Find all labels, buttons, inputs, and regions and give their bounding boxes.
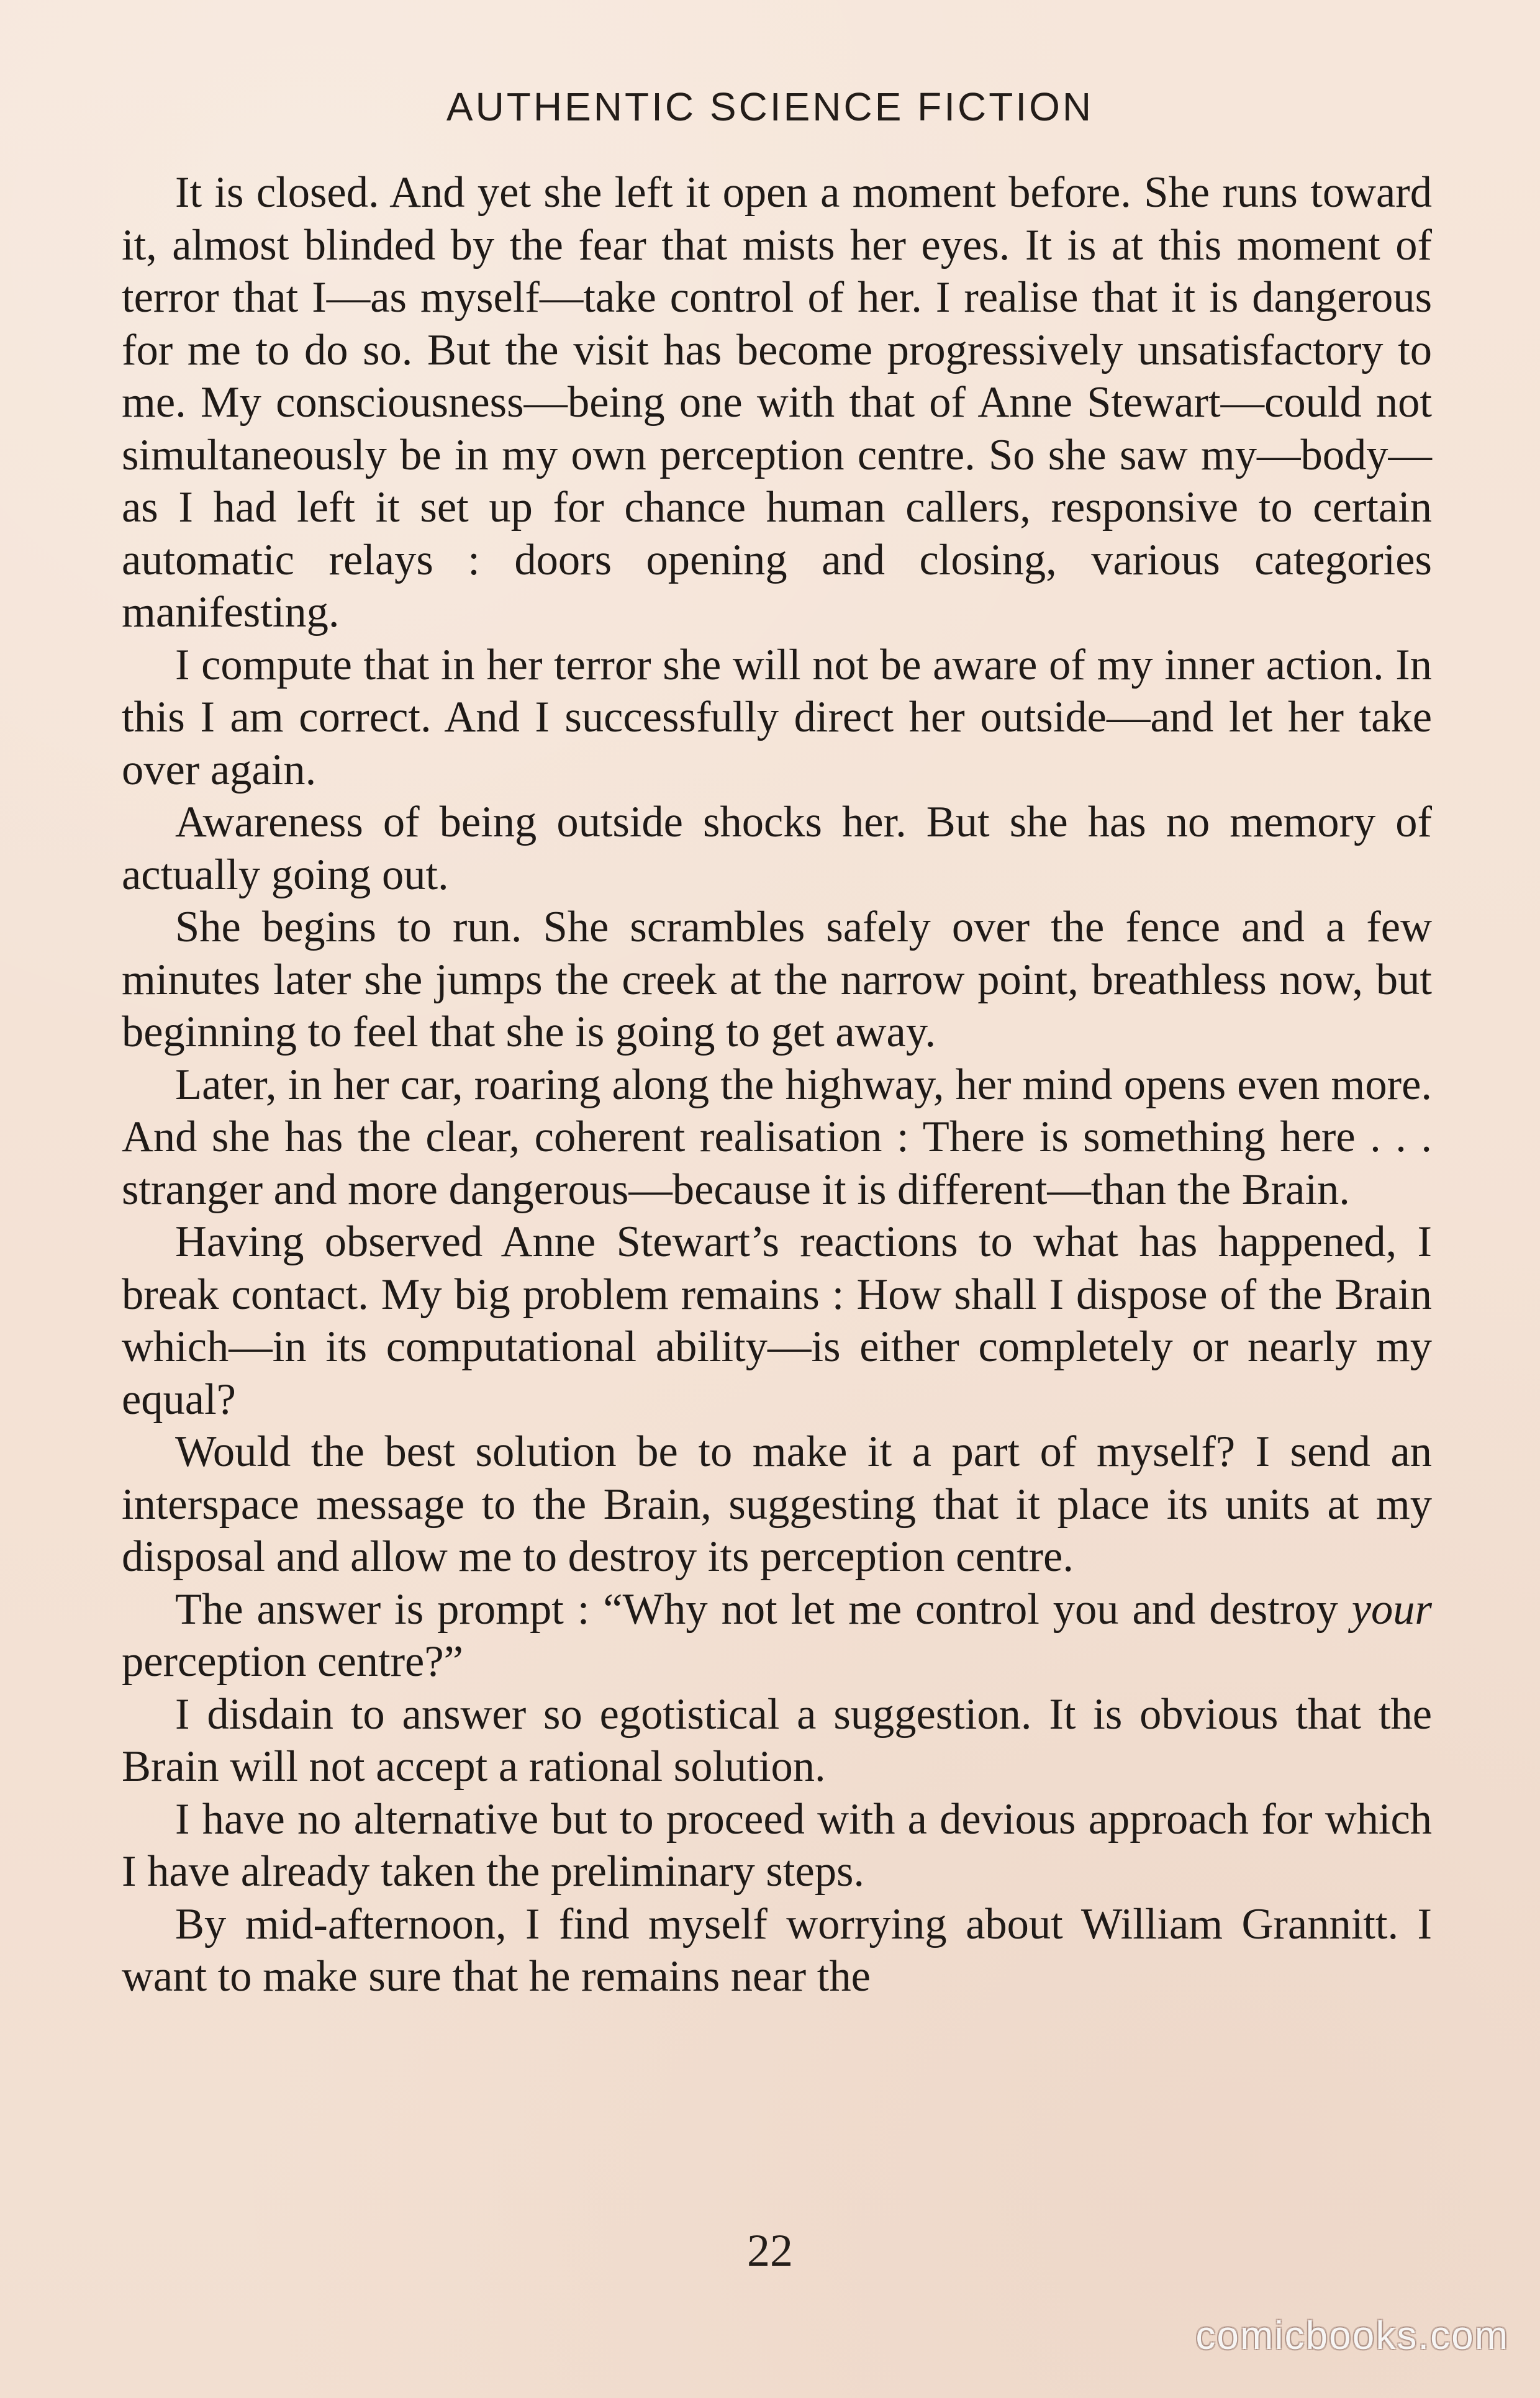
paragraph-10: [122, 1793, 1432, 1898]
paragraph-9: [122, 1688, 1432, 1793]
paragraph-1: [122, 166, 1432, 639]
paragraph-8-text-start: The answer is prompt : “Why not let me control you and destroy: [175, 1585, 1352, 1634]
paragraph-6: [122, 1216, 1432, 1426]
paragraph-7: [122, 1426, 1432, 1583]
page-number: 22: [747, 2225, 793, 2276]
paragraph-8: [122, 1583, 1432, 1688]
paragraph-9-text: I disdain to answer so egotistical a suggestion. It is obvious that the Brain will not accept a rational solution.: [122, 1690, 1432, 1791]
paragraph-11-text: By mid-afternoon, I find myself worrying about William Grannitt. I want to make sure that he remains near the: [122, 1899, 1432, 2001]
paragraph-6-text: Having observed Anne Stewart’s reactions to what has happened, I break contact. My big problem remains : How shall I dispose of the Brain which—in its computational ability—is either completely or nearly my equal?: [122, 1218, 1432, 1424]
paragraph-2-text: I compute that in her terror she will not be aware of my inner action. In this I am correct. And I successfully direct her outside—and let her take over again.: [122, 640, 1432, 794]
paragraph-7-text: Would the best solution be to make it a part of myself? I send an interspace message to the Brain, suggesting that it place its units at my disposal and allow me to destroy its perception centre.: [122, 1427, 1432, 1581]
paragraph-3: [122, 796, 1432, 901]
paragraph-5-text: Later, in her car, roaring along the highway, her mind opens even more. And she has the clear, coherent realisation : There is something here . . . stranger and more dangerous—because it is different—than the Brain.: [122, 1060, 1432, 1214]
story-text: [122, 166, 1432, 2003]
paragraph-5: [122, 1059, 1432, 1216]
paragraph-8-text-end: perception centre?”: [122, 1637, 463, 1686]
running-head: AUTHENTIC SCIENCE FICTION: [446, 84, 1094, 129]
paragraph-4-text: She begins to run. She scrambles safely over the fence and a few minutes later she jumps the creek at the narrow point, breathless now, but beginning to feel that she is going to get away.: [122, 903, 1432, 1056]
watermark-text: comicbooks.com: [1195, 2313, 1509, 2358]
paragraph-10-text: I have no alternative but to proceed with a devious approach for which I have already taken the preliminary steps.: [122, 1794, 1432, 1896]
paragraph-8-emphasis: your: [1351, 1585, 1432, 1634]
paragraph-1-text: It is closed. And yet she left it open a moment before. She runs toward it, almost blinded by the fear that mists her eyes. It is at this moment of terror that I—as myself—take control of her. I realise that it is dangerous for me to do so. But the visit has become progressively unsatisfactory to me. My consciousness—being one with that of Anne Stewart—could not simultaneously be in my own perception centre. So she saw my—body—as I had left it set up for chance human callers, responsive to certain automatic relays : doors opening and closing, various categories manifesting.: [122, 168, 1432, 636]
paragraph-2: [122, 639, 1432, 797]
paragraph-4: [122, 901, 1432, 1059]
paragraph-11: [122, 1898, 1432, 2003]
paragraph-3-text: Awareness of being outside shocks her. But she has no memory of actually going out.: [122, 798, 1432, 899]
